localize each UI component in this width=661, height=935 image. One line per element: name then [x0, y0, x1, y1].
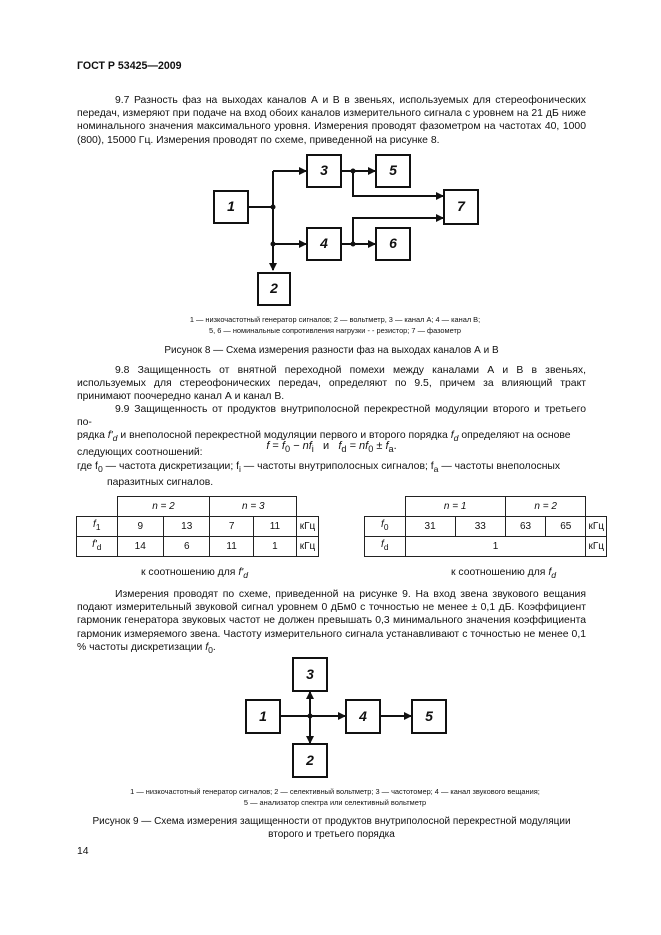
where-definition: где $f_0$ — частота дискретизации; $f_i$ — частоты внутриполосных сигналов; $f_a$ — частоты внеполосных паразитных сигналов.: [77, 461, 561, 489]
measurement-paragraph: Измерения проводят по схеме, приведенной на рисунке 9. На вход звена звукового вещания подают измерительный звуковой сигнал уровнем 0 дБм0 с точностью не менее ± 0,1 дБ. Коэффициент гармоник генератора звуковых частот не должен превышать 0,3 минимального значения коэффициента гармоник измеряемого звена. Частоту измерительного сигнала устанавливают с точностью не менее 0,1 % частоты дискретизации $f_0$.: [77, 589, 586, 655]
table-right-caption: к соотношению для $f_d$: [451, 567, 557, 581]
section-9-9-line-2c: определяют на основе: [461, 430, 571, 442]
table-row: $f_0$ 31 33 63 65 кГц: [365, 517, 607, 537]
formula: $f = f_0 - nf_i$ и $f_d = nf_0 \pm f_a$.: [266, 440, 397, 455]
fig9-block-2: 2: [292, 743, 328, 778]
table-left-caption: к соотношению для $f'_d$: [141, 567, 249, 581]
table-right-n2: n = 2: [505, 497, 586, 517]
table-row: $f_d$ 1 кГц: [365, 537, 607, 557]
table-left-n3: n = 3: [210, 497, 297, 517]
fig9-block-5: 5: [411, 699, 447, 734]
fig8-block-1: 1: [213, 190, 249, 224]
fig8-block-6: 6: [375, 227, 411, 261]
section-9-9-line-2b: и внеполосной перекрестной модуляции первого и второго порядка: [117, 430, 451, 442]
document-header: ГОСТ Р 53425—2009: [77, 60, 182, 72]
figure-9-legend-line-2: 5 — анализатор спектра или селективный вольтметр: [243, 798, 427, 807]
fig9-block-4: 4: [345, 699, 381, 734]
figure-9-caption-line-1: Рисунок 9 — Схема измерения защищенности от продуктов внутриполосной перекрестной модуляции: [92, 816, 571, 827]
fig8-block-4: 4: [306, 227, 342, 261]
figure-8-legend-line-1: 1 — низкочастотный генератор сигналов; 2 — вольтметр, 3 — канал А; 4 — канал В;: [189, 315, 481, 324]
section-9-9-line-1: 9.9 Защищенность от продуктов внутриполосной перекрестной модуляции второго и третьего по-: [77, 404, 586, 429]
fig8-block-5: 5: [375, 154, 411, 188]
figure-8-caption: Рисунок 8 — Схема измерения разности фаз на выходах каналов А и В: [164, 345, 499, 356]
fig8-block-2: 2: [257, 272, 291, 306]
table-row: $f_1$ 9 13 7 11 кГц: [77, 517, 319, 537]
fig9-block-3: 3: [292, 657, 328, 692]
fig8-block-7: 7: [443, 189, 479, 225]
section-9-9-line-3: следующих соотношений:: [77, 446, 203, 458]
figure-9-caption-line-2: второго и третьего порядка: [268, 829, 395, 840]
fig8-block-3: 3: [306, 154, 342, 188]
section-9-9-paragraph: 9.9 Защищенность от продуктов внутриполосной перекрестной модуляции второго и третьего по- рядка $f'_d$ и внеполосной перекрестной модуляции первого и второго порядка $f_d$ определяют на основе следующих соотношений:: [77, 404, 586, 458]
fig9-block-1: 1: [245, 699, 281, 734]
table-row: $f'_d$ 14 6 11 1 кГц: [77, 537, 319, 557]
figure-9-legend-line-1: 1 — низкочастотный генератор сигналов; 2 — селективный вольтметр; 3 — частотомер; 4 — канал звукового вещания;: [130, 787, 540, 796]
figure-8-legend-line-2: 5, 6 — номинальные сопротивления нагрузки - - резистор; 7 — фазометр: [209, 326, 461, 335]
section-9-8-paragraph: 9.8 Защищенность от внятной переходной помехи между каналами А и В в звеньях, используемых для стереофонических передач, определяют по 9.5, причем за влияющий тракт принимают поочередно канал А и канал В.: [77, 365, 586, 403]
section-9-9-line-2a: рядка: [77, 430, 108, 442]
page-number: 14: [77, 846, 89, 857]
table-left-n2: n = 2: [117, 497, 210, 517]
section-9-7-paragraph: 9.7 Разность фаз на выходах каналов А и В в звеньях, используемых для стереофонических передач, измеряют при подаче на вход обоих каналов измерительного сигнала с уровнем на 21 дБ ниже номинального значения максимального уровня. Измерения проводят фазометром на частотах 40, 1000 (800), 15000 Гц. Измерения проводят по схеме, приведенной на рисунке 8.: [77, 95, 586, 146]
table-right-n1: n = 1: [405, 497, 505, 517]
